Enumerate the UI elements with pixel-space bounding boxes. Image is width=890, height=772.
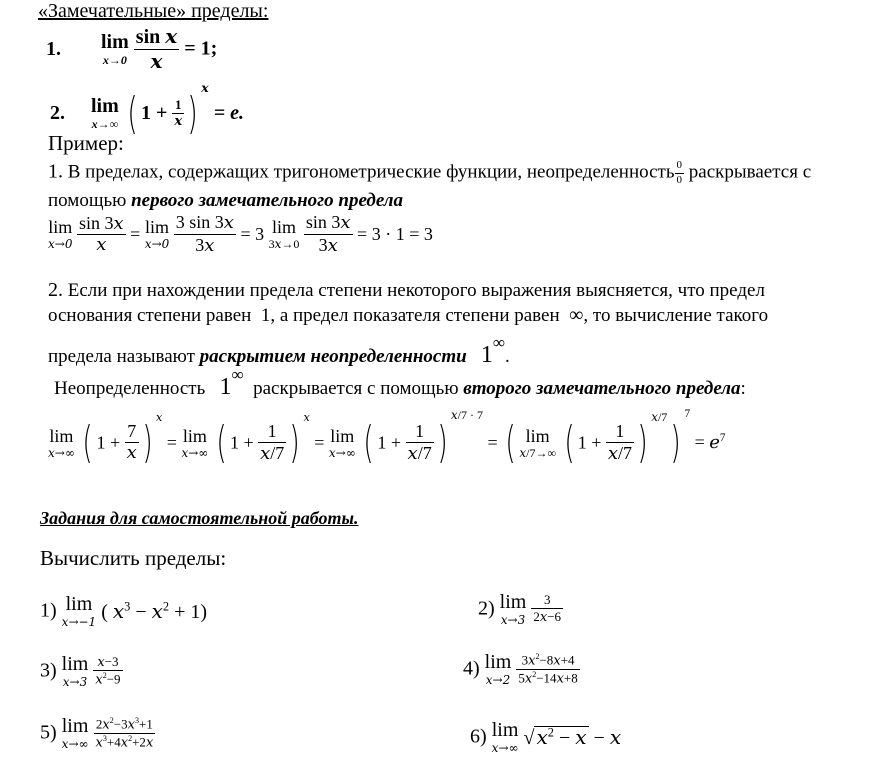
formula2-lim: lim x→∞ <box>91 95 119 132</box>
task-3: 3) lim x→3 $\frac{x-3}{x^2-9}$ <box>40 653 121 689</box>
page-heading: «Замечательные» пределы: <box>38 0 269 22</box>
formula1-rhs: = 1; <box>184 37 218 60</box>
task-4: 4) lim x→2 $\frac{3x^2-8x+4}{5x^2-14x+8}$ <box>463 651 578 687</box>
zero-over-zero: $\frac{0}{0}$ <box>676 159 683 186</box>
paragraph-2-line-3: предела называют раскрытием неопределенности 1∞. <box>48 333 510 368</box>
tasks-lead: Вычислить пределы: <box>40 546 227 570</box>
example2-formula: lim x→∞ ( 1 + $\frac{7}{x}$ ) $^x$ = lim x→∞ ( 1 + $\frac{1}{x/7}$ ) $^x$ = lim x→∞ ( 1 + $\frac{1}{x/7}$ )$^{x/7 \cdot 7}$ = ( lim x/7→∞ ( 1 + $\frac{1}{x/7}$ )$^{x/7})^7 = e^7$ <box>48 408 726 469</box>
paragraph-2-line-2: основания степени равен 1, а предел показателя степени равен ∞, то вычисление такого <box>48 304 769 326</box>
example1-formula: lim x→0 $\frac{\sin 3x}{x}$ = lim x→0 $\frac{3 \sin 3x}{3x}$ = 3 lim 3x→0 $\frac{\sin 3x}{3x}$ = 3 · 1 = 3 <box>48 212 433 256</box>
task-1: 1) lim x→−1 ( $x^3 - x^2 + 1$) <box>40 593 208 629</box>
formula1-number: 1. <box>46 37 61 60</box>
task-6: 6) lim x→∞ √ $x^2 - x - x$ <box>470 719 622 755</box>
formula1-lim: lim x→0 <box>101 31 129 67</box>
formula1-fraction: $\frac{\text{sin x}}{x}$ <box>135 24 178 73</box>
formula-first-remarkable-limit <box>46 26 217 72</box>
infinity-symbol: ∞ <box>569 304 584 326</box>
paragraph-3: Неопределенность 1∞ раскрывается с помощью второго замечательного предела: <box>54 365 746 400</box>
formula-second-remarkable-limit: 2. lim x→∞ ( 1 + $\frac{1}{x}$ )$^x$ = e. <box>50 80 244 139</box>
formula2-number: 2. <box>50 101 65 124</box>
task-2: 2) lim x→3 $\frac{3}{2x-6}$ <box>478 591 562 627</box>
paragraph-2-line-1: 2. Если при нахождении предела степени некоторого выражения выясняется, что предел <box>48 279 765 301</box>
task-5: 5) lim x→∞ $\frac{2x^2-3x^3+1}{x^3+4x^2+2x}$ <box>40 715 154 751</box>
paragraph-1-line-2: помощью первого замечательного предела <box>48 190 404 211</box>
paragraph-1-line-1: 1. В пределах, содержащих тригонометрические функции, неопределенность $\frac{0}{0}$ раскрывается с <box>48 159 812 186</box>
tasks-heading: Задания для самостоятельной работы. <box>40 508 359 528</box>
example-label: Пример: <box>48 131 124 155</box>
formula2-rhs: = e. <box>213 101 244 124</box>
